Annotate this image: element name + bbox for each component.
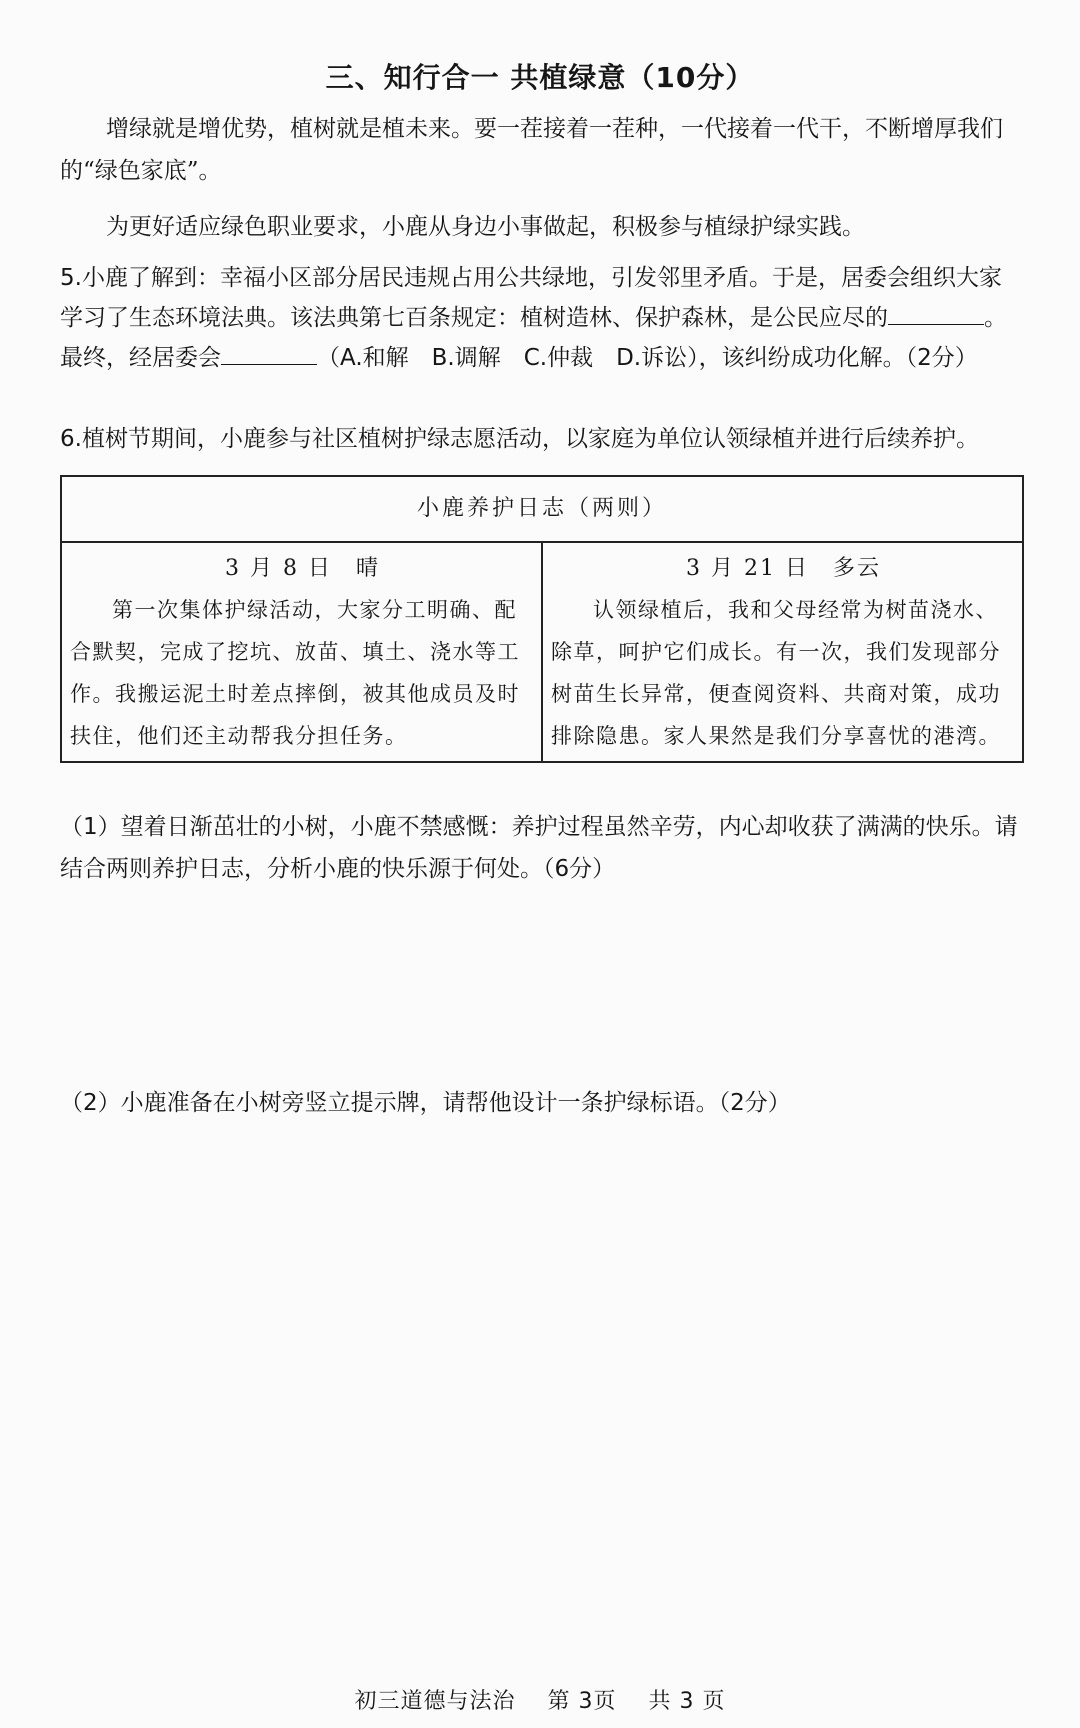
question-5-text-a: 5.小鹿了解到：幸福小区部分居民违规占用公共绿地，引发邻里矛盾。于是，居委会组织大家学习了生态环境法典。该法典第七百条规定：植树造林、保护森林，是公民应尽的 [60, 265, 1002, 331]
footer-total-pages: 共 3 页 [648, 1689, 726, 1714]
intro-context-paragraph: 为更好适应绿色职业要求，小鹿从身边小事做起，积极参与植绿护绿实践。 [106, 214, 865, 240]
answer-blank-2[interactable] [221, 342, 317, 365]
answer-blank-1[interactable] [888, 302, 984, 325]
care-log-date: 3 月 21 日 多云 [686, 556, 881, 581]
care-log-entry [62, 543, 541, 763]
footer-page-number: 第 3页 [547, 1689, 617, 1714]
sub-question-2: （2）小鹿准备在小树旁竖立提示牌，请帮他设计一条护绿标语。（2分） [60, 1090, 791, 1116]
care-log-entry [541, 543, 1022, 763]
care-log-title: 小鹿养护日志（两则） [62, 477, 1022, 543]
care-log-entries [62, 543, 1022, 763]
intro-paragraph: 增绿就是增优势，植树就是植未来。要一茬接着一茬种，一代接着一代干，不断增厚我们的“绿色家底”。 [60, 116, 1003, 184]
question-5 [60, 258, 1020, 378]
care-log-table [60, 475, 1024, 763]
sub-question-1: （1）望着日渐茁壮的小树，小鹿不禁感慨：养护过程虽然辛劳，内心却收获了满满的快乐。请结合两则养护日志，分析小鹿的快乐源于何处。（6分） [60, 814, 1018, 882]
question-5-text-b: 。最终，经居委会 [60, 305, 1007, 371]
question-5-text-c: （A.和解 B.调解 C.仲裁 D.诉讼），该纠纷成功化解。（2分） [317, 345, 978, 371]
care-log-body: 第一次集体护绿活动，大家分工明确、配合默契，完成了挖坑、放苗、填土、浇水等工作。我搬运泥土时差点摔倒，被其他成员及时扶住，他们还主动帮我分担任务。 [70, 598, 520, 748]
question-6: 6.植树节期间，小鹿参与社区植树护绿志愿活动，以家庭为单位认领绿植并进行后续养护。 [60, 426, 979, 452]
section-title: 三、知行合一 共植绿意（10分） [325, 61, 755, 94]
page-footer [0, 1684, 1080, 1715]
footer-subject: 初三道德与法治 [354, 1689, 516, 1714]
care-log-body: 认领绿植后，我和父母经常为树苗浇水、除草，呵护它们成长。有一次，我们发现部分树苗生长异常，便查阅资料、共商对策，成功排除隐患。家人果然是我们分享喜忧的港湾。 [551, 598, 1001, 748]
care-log-date: 3 月 8 日 晴 [225, 556, 380, 581]
